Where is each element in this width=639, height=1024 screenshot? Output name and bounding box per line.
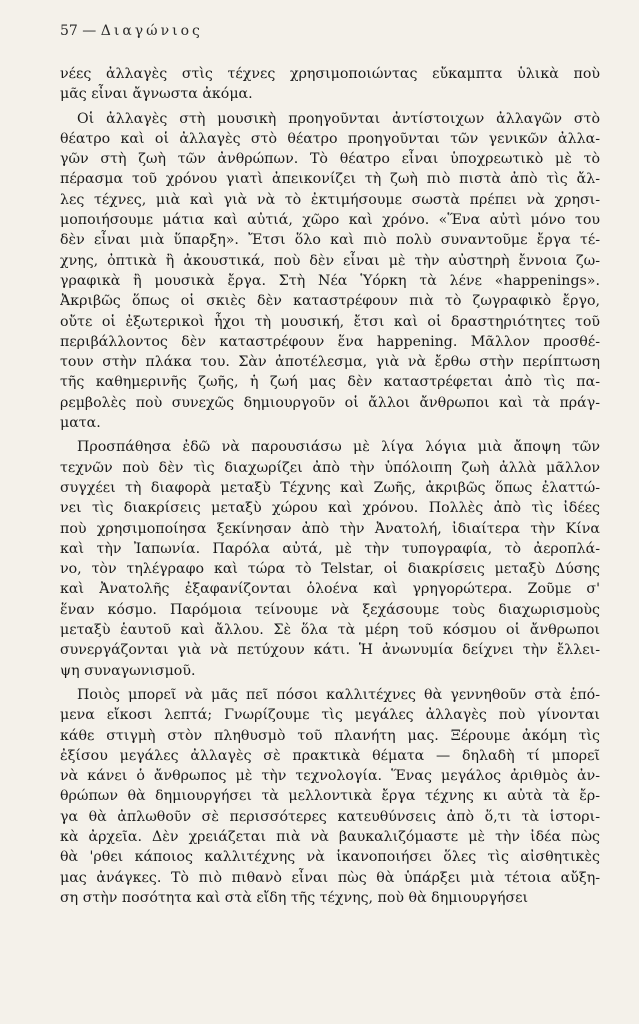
text-line: κάθε στιγμὴ στὸν πληθυσμὸ τοῦ πλανήτη μας. Ξέρουμε ἀκόμη τὶς — [60, 727, 600, 744]
text-line: συγχέει τὴ διαφορὰ μεταξὺ Τέχνης καὶ Ζωῆς, ἀκριβῶς ὅπως ἐλαττώ- — [60, 479, 600, 496]
body-text — [60, 64, 600, 908]
text-line: τουν στὴν πλάκα του. Σὰν ἀποτέλεσμα, γιὰ νὰ ἔρθω στὴν περίπτωση — [60, 354, 600, 371]
text-line: μᾶς εἶναι ἄγνωστα ἀκόμα. — [60, 86, 253, 103]
text-line: νο, τὸν τηλέγραφο καὶ τώρα τὸ Telstar, οἱ διακρίσεις μεταξὺ Δύσης — [60, 561, 600, 578]
text-line: θὰ 'ρθει κάποιος καλλιτέχνης νὰ ἱκανοποιήσει ὅλες τὶς αἰσθητικὲς — [60, 849, 600, 866]
text-line: ποὺ χρησιμοποίησα ξεκίνησαν ἀπὸ τὴν Ἀνατολή, ἰδιαίτερα τὴν Κίνα — [60, 520, 600, 537]
text-line: ρεμβολὲς ποὺ συνεχῶς δημιουργοῦν οἱ ἄλλοι ἄνθρωποι καὶ τὰ πράγ- — [60, 394, 600, 411]
text-line: Προσπάθησα ἐδῶ νὰ παρουσιάσω μὲ λίγα λόγια μιὰ ἄποψη τῶν — [77, 439, 600, 456]
text-line: τῆς καθημερινῆς ζωῆς, ἡ ζωή μας δὲν καταστρέφεται ἀπὸ τὶς πα- — [60, 374, 600, 391]
text-line: καὶ τὴν Ἰαπωνία. Παρόλα αὐτά, μὲ τὴν τυπογραφία, τὸ ἀεροπλά- — [60, 540, 600, 557]
text-line: θρώπων θὰ δημιουργήσει τὰ μελλοντικὰ ἔργα τέχνης κι αὐτὰ τὰ ἔρ- — [60, 788, 600, 805]
text-line: θέατρο καὶ οἱ ἀλλαγὲς στὸ θέατρο προηγοῦνται τῶν γενικῶν ἀλλα- — [60, 130, 600, 147]
paragraph — [60, 64, 600, 105]
text-line: καὶ Ἀνατολῆς ἐξαφανίζονται ὁλοένα καὶ γρηγορώτερα. Ζοῦμε σ' — [60, 581, 600, 598]
running-head-title: Διαγώνιος — [100, 23, 203, 39]
running-head-separator: — — [82, 23, 97, 39]
text-line: τεχνῶν ποὺ δὲν τὶς διαχωρίζει ἀπὸ τὴν ὑπόλοιπη ζωὴ ἀλλὰ μᾶλλον — [60, 459, 600, 476]
text-line: Οἱ ἀλλαγὲς στὴ μουσικὴ προηγοῦνται ἀντίστοιχων ἀλλαγῶν στὸ — [77, 110, 600, 127]
text-line: ση στὴν ποσότητα καὶ στὰ εἴδη τῆς τέχνης, ποὺ θὰ δημιουργήσει — [60, 889, 529, 906]
page-number: 57 — [60, 23, 78, 39]
text-line: δὲν εἶναι μιὰ ὕπαρξη». Ἔτσι ὅλο καὶ πιὸ πολὺ συναντοῦμε ἔργα τέ- — [60, 232, 600, 249]
text-line: Ποιὸς μπορεῖ νὰ μᾶς πεῖ πόσοι καλλιτέχνες θὰ γεννηθοῦν στὰ ἑπό- — [77, 686, 600, 703]
text-line: περιβάλλοντος δὲν καταστρέφουν ἕνα happening. Μᾶλλον προσθέ- — [60, 333, 600, 350]
paragraph — [60, 437, 600, 681]
text-line: πέρασμα τοῦ χρόνου γιατὶ ἀπεικονίζει τὴ ζωὴ πιὸ πιστὰ ἀπὸ τὶς ἄλ- — [60, 171, 600, 188]
text-line: μενα εἴκοσι λεπτά; Γνωρίζουμε τὶς μεγάλες ἀλλαγὲς ποὺ γίνονται — [60, 707, 600, 724]
paragraph — [60, 685, 600, 908]
text-line: οὔτε οἱ ἐξωτερικοὶ ἦχοι τὴ μουσική, ἔτσι καὶ οἱ δραστηριότητες τοῦ — [60, 313, 600, 330]
text-line: νὰ κάνει ὁ ἄνθρωπος μὲ τὴν τεχνολογία. Ἕνας μεγάλος ἀριθμὸς ἀν- — [60, 768, 600, 785]
text-line: ἐξίσου μεγάλες ἀλλαγὲς σὲ πρακτικὰ θέματα — δηλαδὴ τί μπορεῖ — [60, 747, 600, 764]
text-line: λες τέχνες, μιὰ καὶ γιὰ νὰ τὸ ἐκτιμήσουμε σωστὰ πρέπει νὰ χρησι- — [60, 191, 600, 208]
text-line: νέες ἀλλαγὲς στὶς τέχνες χρησιμοποιώντας εὔκαμπτα ὑλικὰ ποὺ — [60, 66, 600, 82]
text-line: συνεργάζονται γιὰ νὰ πετύχουν κάτι. Ἡ ἀνωνυμία δείχνει τὴν ἔλλει- — [60, 642, 600, 659]
text-line: κὰ ἀρχεῖα. Δὲν χρειάζεται πιὰ νὰ βαυκαλιζόμαστε μὲ τὴν ἰδέα πὼς — [60, 828, 600, 845]
text-line: μας ἀνάγκες. Τὸ πιὸ πιθανὸ εἶναι πὼς θὰ ὑπάρξει μιὰ τέτοια αὔξη- — [60, 869, 600, 886]
text-line: χνης, ὀπτικὰ ἢ ἀκουστικά, ποὺ δὲν εἶναι μὲ τὴν αὐστηρὴ ἔννοια ζω- — [60, 252, 600, 269]
text-line: γα θὰ ἀπλωθοῦν σὲ περισσότερες κατευθύνσεις ἀπὸ ὅ,τι τὰ ἱστορι- — [60, 808, 600, 825]
text-line: γραφικὰ ἢ μουσικὰ ἔργα. Στὴ Νέα Ὑόρκη τὰ λένε «happenings». — [60, 272, 600, 289]
text-line: νει τὶς διακρίσεις μεταξὺ χώρου καὶ χρόνου. Πολλὲς ἀπὸ τὶς ἰδέες — [60, 500, 600, 517]
text-line: ψη συναγωνισμοῦ. — [60, 662, 196, 679]
text-line: γῶν στὴ ζωὴ τῶν ἀνθρώπων. Τὸ θέατρο εἶναι ὑποχρεωτικὸ μὲ τὸ — [60, 151, 600, 168]
running-head — [60, 22, 203, 40]
text-line: Ἀκριβῶς ὅπως οἱ σκιὲς δὲν καταστρέφουν πιὰ τὸ ζωγραφικὸ ἔργο, — [60, 293, 600, 310]
paragraph — [60, 109, 600, 434]
text-line: ματα. — [60, 415, 101, 432]
text-line: ἕναν κόσμο. Παρόμοια τείνουμε νὰ ξεχάσουμε τοὺς διαχωρισμοὺς — [60, 601, 600, 618]
text-line: μοποιήσουμε μάτια καὶ αὐτιά, χῶρο καὶ χρόνο. «Ἕνα αὐτὶ μόνο του — [60, 212, 600, 229]
text-line: μεταξὺ ἑαυτοῦ καὶ ἄλλου. Σὲ ὅλα τὰ μέρη τοῦ κόσμου οἱ ἄνθρωποι — [60, 622, 600, 639]
